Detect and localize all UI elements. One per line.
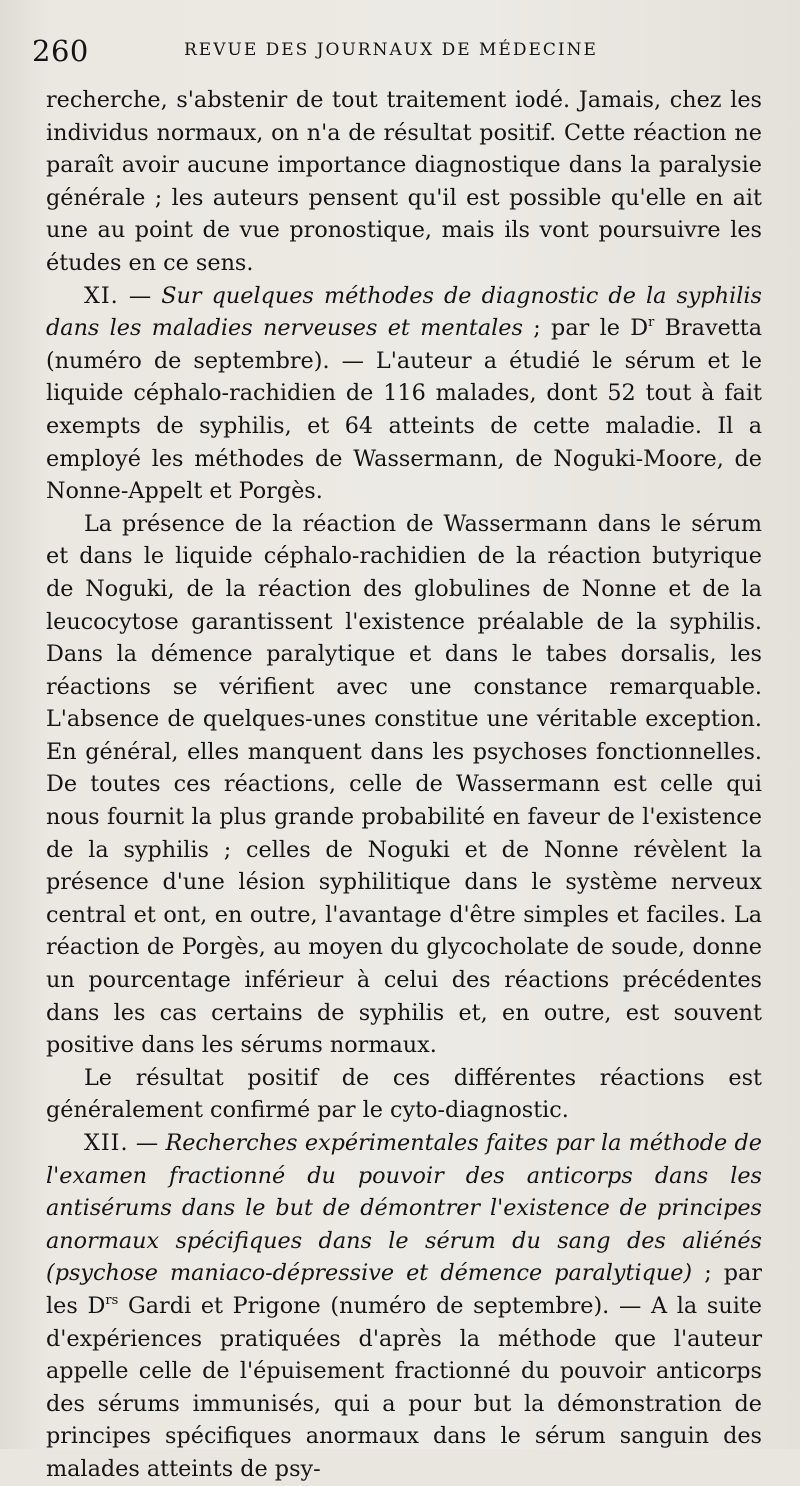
author-prefix: ; par le D bbox=[522, 315, 649, 342]
author-prefix: ; par les D bbox=[46, 1260, 762, 1319]
paragraph-text: Bravetta (numéro de septembre). — L'auteur a étudié le sérum et le liquide céphalo-rachidien de 116 malades, dont 52 tout à fait exempts de syphilis, et 64 atteints de cette maladie. Il a employé les méthodes de Wassermann, de Noguki-Moore, de Nonne-Appelt et Porgès. bbox=[46, 315, 762, 505]
page-number: 260 bbox=[32, 34, 89, 68]
paragraph-cyto-diagnostic: Le résultat positif de ces différentes réactions est généralement confirmé par le cyto-diagnostic. bbox=[46, 1064, 762, 1124]
paragraph-section-xii bbox=[46, 1127, 762, 1486]
separator-dash: — bbox=[118, 282, 162, 309]
paragraph-section-xi bbox=[46, 280, 762, 508]
running-title: REVUE DES JOURNAUX DE MÉDECINE bbox=[184, 40, 598, 60]
separator-dash: — bbox=[128, 1130, 166, 1156]
paragraph-reactions: La présence de la réaction de Wassermann dans le sérum et dans le liquide céphalo-rachidien de la réaction butyrique de Noguki, de la réaction des globulines de Nonne et de la leucocytose garantissent l'existence préalable de la syphilis. Dans la démence paralytique et dans le tabes dorsalis, les réactions se vérifient avec une constance remarquable. L'absence de quelques-unes constitue une véritable exception. En général, elles manquent dans les psychoses fonctionnelles. De toutes ces réactions, celle de Wassermann est celle qui nous fournit la plus grande probabilité en faveur de l'existence de la syphilis ; celles de Noguki et de Nonne révèlent la présence d'une lésion syphilitique dans le système nerveux central et ont, en outre, l'avantage d'être simples et faciles. La réaction de Porgès, au moyen du glycocholate de soude, donne un pourcentage inférieur à celui des réactions précédentes dans les cas certains de syphilis et, en outre, est souvent positive dans les sérums normaux. bbox=[46, 510, 762, 1059]
title-superscript: rs bbox=[105, 1292, 119, 1308]
paragraph-text: Gardi et Prigone (numéro de septembre). — A la suite d'expériences pratiquées d'après la méthode que l'auteur appelle celle de l'épuisement fractionné du pouvoir anticorps des sérums immunisés, qui a pour but la démonstration de principes spécifiques anormaux dans le sérum sanguin des malades atteints de psy- bbox=[46, 1292, 762, 1482]
article-body bbox=[46, 84, 762, 1486]
article-title: Recherches expérimentales faites par la méthode de l'examen fractionné du pouvoir des anticorps dans les antisérums dans le but de démontrer l'existence de principes anormaux spécifiques dans le sérum du sang des aliénés (psychose maniaco-dépressive et démence paralytique) bbox=[46, 1130, 762, 1287]
section-number: XII. bbox=[84, 1130, 129, 1156]
paragraph-continuation: recherche, s'abstenir de tout traitement iodé. Jamais, chez les individus normaux, on n'a de résultat positif. Cette réaction ne paraît avoir aucune importance diagnostique dans la paralysie générale ; les auteurs pensent qu'il est possible qu'elle en ait une au point de vue pronostique, mais ils vont poursuivre les études en ce sens. bbox=[46, 87, 762, 276]
title-superscript: r bbox=[648, 315, 655, 331]
running-header bbox=[32, 30, 762, 74]
section-number: XI. bbox=[84, 282, 119, 309]
article-title: Sur quelques méthodes de diagnostic de la syphilis dans les maladies nerveuses et mentales bbox=[46, 282, 762, 342]
